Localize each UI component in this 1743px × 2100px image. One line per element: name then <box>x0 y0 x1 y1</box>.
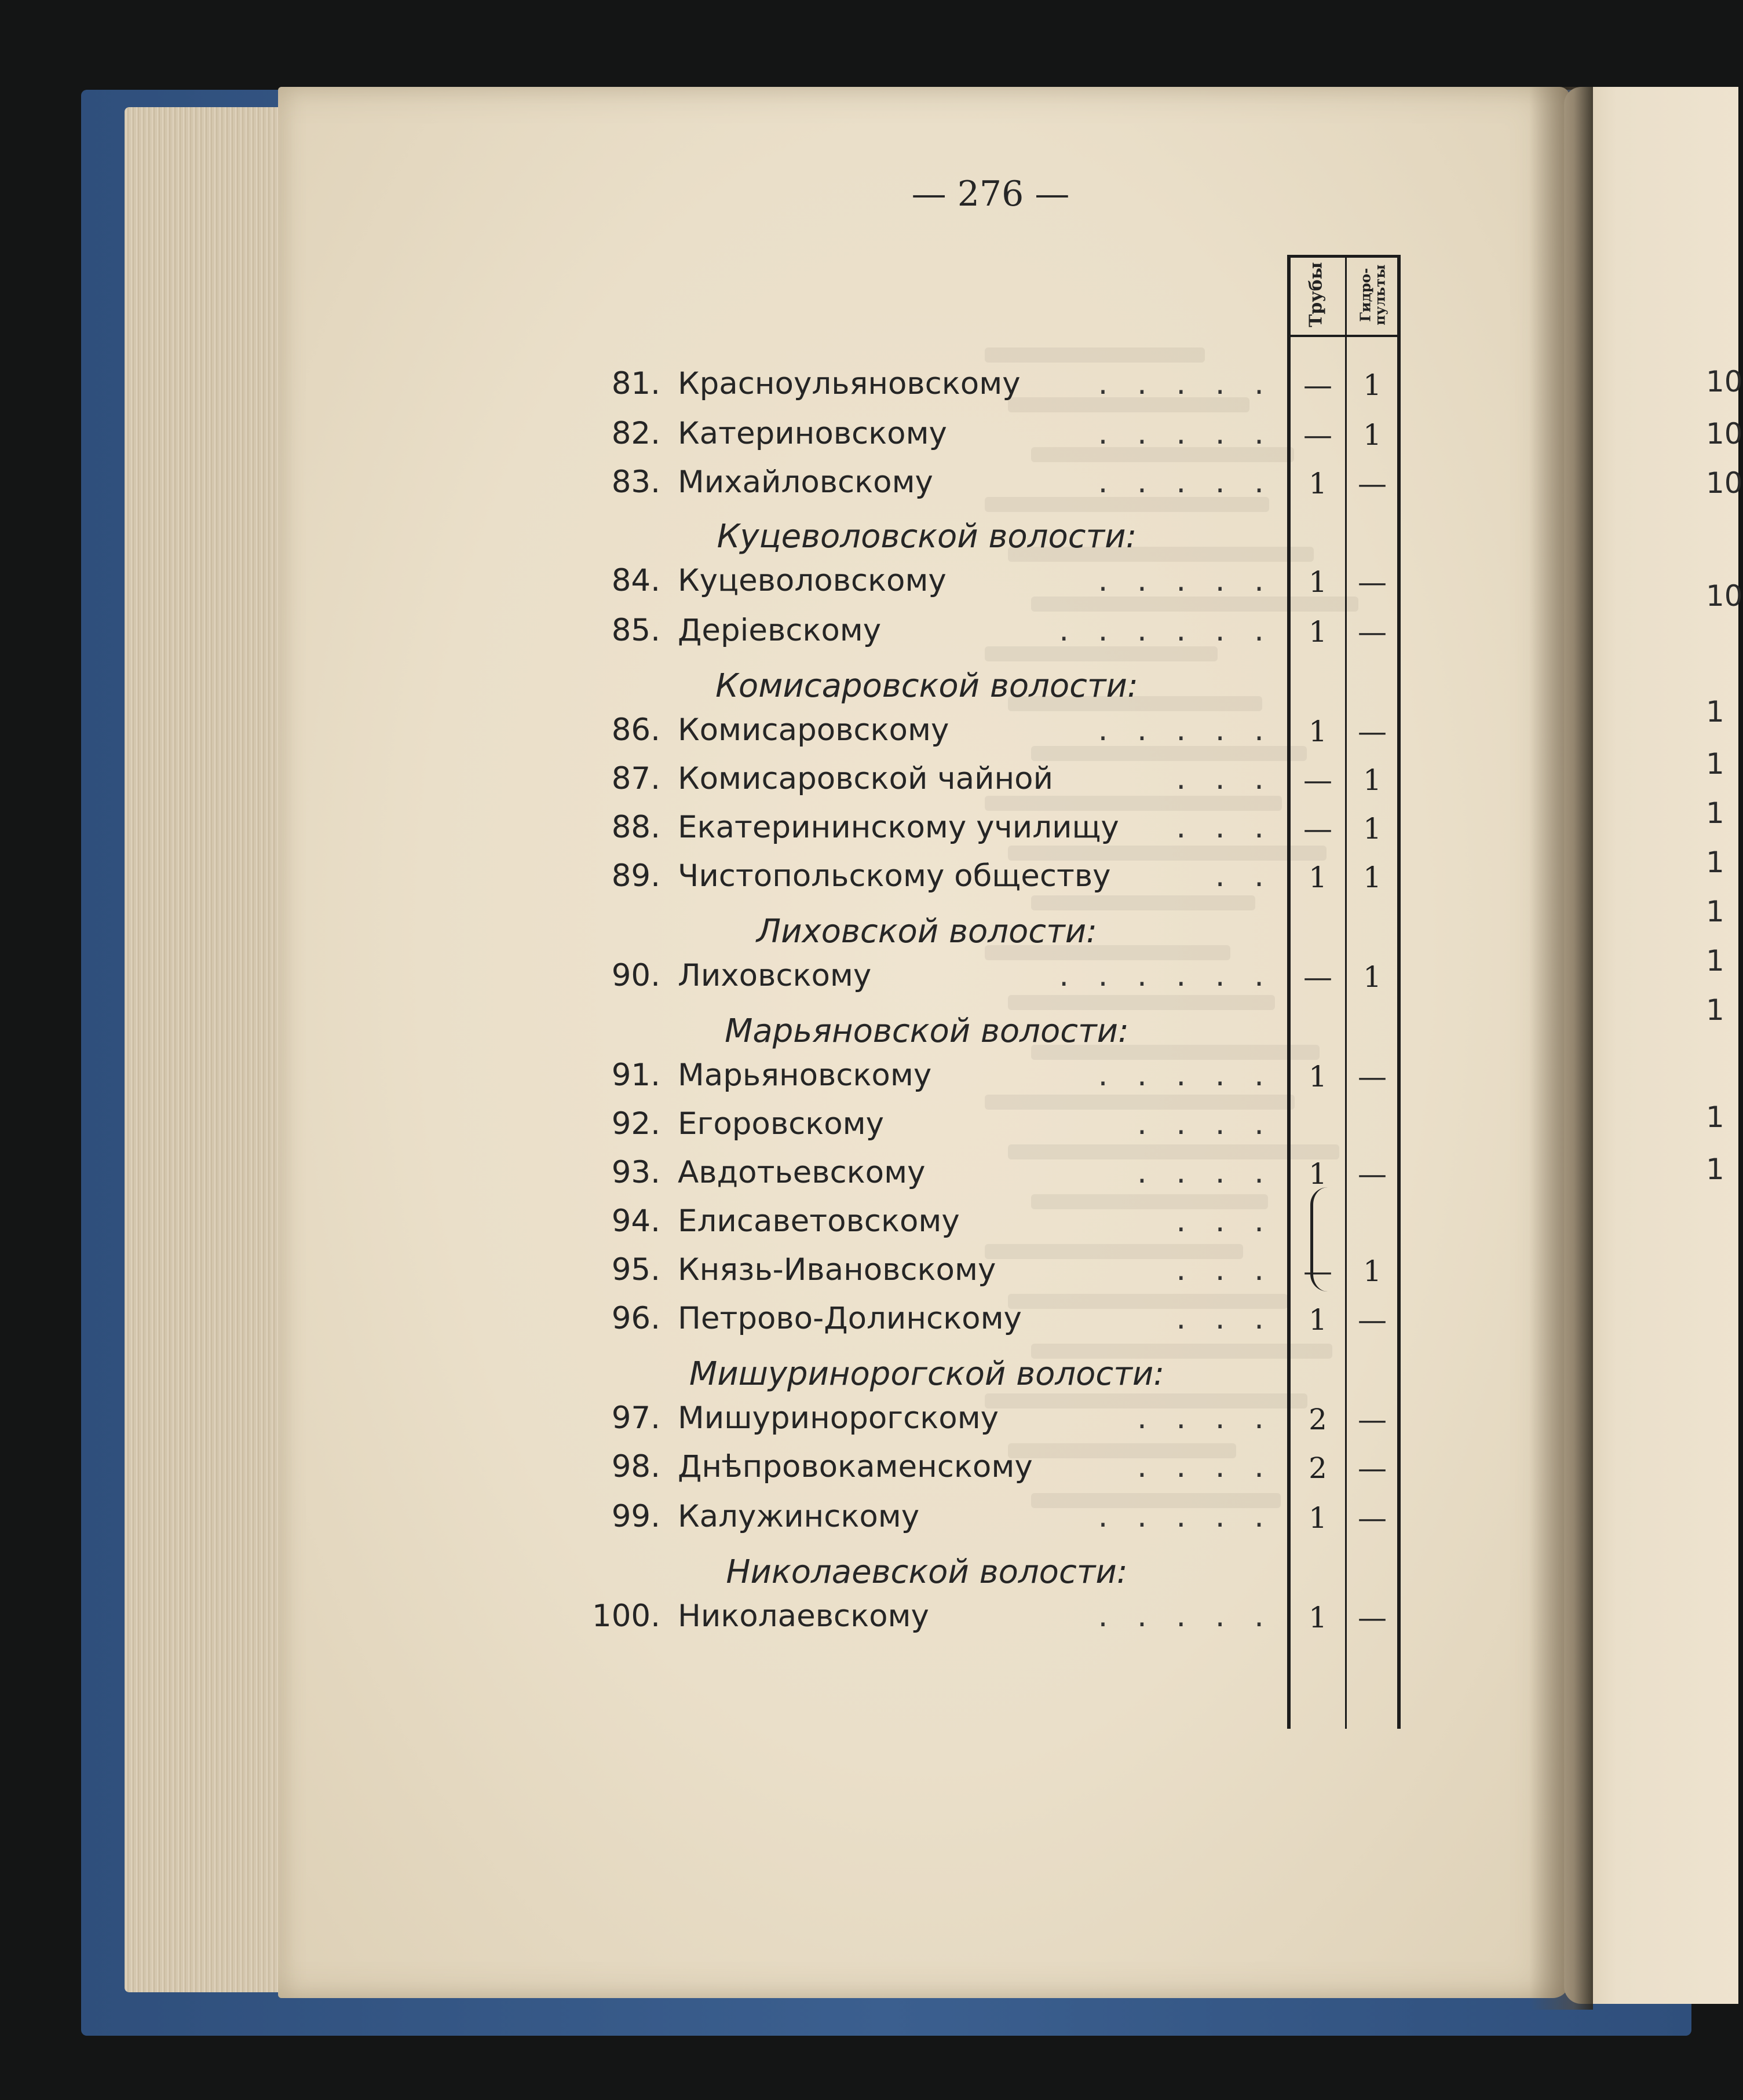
leader-dots: . . <box>1215 858 1264 894</box>
leader-dots: . . . . <box>1137 1449 1264 1484</box>
entry-name: Князь-Ивановскому <box>678 1252 996 1287</box>
entry-number: 90. <box>611 958 660 993</box>
leader-dots: . . . . . <box>1098 712 1264 748</box>
cell-hydrants: 1 <box>1363 861 1382 894</box>
entry-name: Екатерининскому училищу <box>678 810 1119 845</box>
cell-pipes: — <box>1303 763 1332 797</box>
cell-hydrants: — <box>1358 1303 1387 1337</box>
cell-hydrants: — <box>1358 467 1387 500</box>
show-through-line <box>1008 995 1275 1010</box>
entry-name: Днѣпровокаменскому <box>678 1449 1033 1484</box>
leader-dots: . . . <box>1176 761 1264 796</box>
section-heading: Марьяновской волости: <box>725 1012 1129 1050</box>
cell-hydrants: — <box>1358 1403 1387 1436</box>
leader-dots: . . . . . <box>1098 416 1264 451</box>
leader-dots: . . . <box>1176 1203 1264 1239</box>
right-page-number: 10 <box>1706 365 1743 398</box>
cell-pipes: 1 <box>1309 467 1327 500</box>
entry-name: Лиховскому <box>678 958 872 993</box>
section-heading: Николаевской волости: <box>726 1553 1128 1591</box>
leader-dots: . . . . <box>1137 1106 1264 1142</box>
cell-pipes: — <box>1303 812 1332 846</box>
cell-pipes: 1 <box>1309 615 1327 649</box>
entry-number: 83. <box>611 464 660 500</box>
table-header <box>1287 255 1401 335</box>
leader-dots: . . . . . . <box>1059 613 1264 648</box>
cell-hydrants: — <box>1358 715 1387 748</box>
entry-number: 81. <box>611 366 660 401</box>
right-page-number: 1 <box>1706 747 1724 781</box>
cell-pipes: — <box>1303 960 1332 994</box>
cell-pipes: 1 <box>1309 1303 1327 1337</box>
entry-number: 87. <box>611 761 660 796</box>
leader-dots: . . . <box>1176 1301 1264 1336</box>
leader-dots: . . . . <box>1137 1155 1264 1190</box>
leader-dots: . . . . . <box>1098 1058 1264 1093</box>
cell-hydrants: 1 <box>1363 960 1382 994</box>
cell-pipes: 2 <box>1309 1403 1327 1436</box>
right-page-number: 10 <box>1706 417 1743 451</box>
cell-hydrants: 1 <box>1363 368 1382 402</box>
entry-name: Комисаровской чайной <box>678 761 1054 796</box>
cell-pipes: 1 <box>1309 715 1327 748</box>
entry-number: 93. <box>611 1155 660 1190</box>
entry-name: Мишуринорогскому <box>678 1400 999 1436</box>
cell-hydrants: — <box>1358 565 1387 599</box>
cell-pipes: — <box>1303 1254 1332 1288</box>
cell-pipes: 1 <box>1309 1060 1327 1093</box>
leader-dots: . . . . <box>1137 1400 1264 1436</box>
entry-number: 88. <box>611 810 660 845</box>
right-page-number: 1 <box>1706 993 1724 1027</box>
table-header-rule <box>1287 335 1401 337</box>
entry-number: 85. <box>611 613 660 648</box>
table-top-rule <box>1287 255 1401 258</box>
entry-number: 92. <box>611 1106 660 1142</box>
cell-hydrants: 1 <box>1363 418 1382 452</box>
entry-number: 82. <box>611 416 660 451</box>
entry-name: Марьяновскому <box>678 1058 932 1093</box>
cell-hydrants: — <box>1358 1501 1387 1535</box>
page-block-edges <box>125 107 298 1992</box>
right-page-number: 1 <box>1706 944 1724 978</box>
cell-pipes: 2 <box>1309 1451 1327 1485</box>
entry-name: Куцеволовскому <box>678 563 947 598</box>
entry-name: Катериновскому <box>678 416 947 451</box>
right-page-number: 1 <box>1706 695 1724 729</box>
entry-number: 94. <box>611 1203 660 1239</box>
right-page-number: 10 <box>1706 579 1743 613</box>
cell-hydrants: 1 <box>1363 1254 1382 1288</box>
cell-hydrants: 1 <box>1363 763 1382 797</box>
entry-name: Чистопольскому обществу <box>678 858 1111 894</box>
show-through-line <box>985 347 1205 363</box>
column-header-hydrants-label: Гидро- пульты <box>1357 264 1389 325</box>
column-header-pipes <box>1287 255 1345 335</box>
cell-pipes: — <box>1303 418 1332 452</box>
cell-hydrants: — <box>1358 1060 1387 1093</box>
cell-hydrants: — <box>1358 615 1387 649</box>
entry-name: Петрово-Долинскому <box>678 1301 1022 1336</box>
right-page-number: 1 <box>1706 1153 1724 1186</box>
column-header-hydrants <box>1345 255 1401 335</box>
page-number: — 276 — <box>911 174 1070 214</box>
entry-number: 91. <box>611 1058 660 1093</box>
cell-pipes: 1 <box>1309 565 1327 599</box>
cell-pipes: 1 <box>1309 1501 1327 1535</box>
entry-number: 100. <box>591 1598 660 1634</box>
leader-dots: . . . <box>1176 810 1264 845</box>
section-heading: Лиховской волости: <box>757 913 1097 950</box>
section-heading: Мишуринорогской волости: <box>689 1355 1165 1393</box>
entry-name: Деріевскому <box>678 613 882 648</box>
leader-dots: . . . <box>1176 1252 1264 1287</box>
leader-dots: . . . . . <box>1098 1598 1264 1634</box>
right-page-number: 1 <box>1706 895 1724 928</box>
entry-number: 89. <box>611 858 660 894</box>
show-through-line <box>985 646 1218 661</box>
show-through-line <box>985 796 1282 811</box>
right-page-number: 1 <box>1706 846 1724 879</box>
cell-pipes: 1 <box>1309 1601 1327 1634</box>
entry-number: 86. <box>611 712 660 748</box>
entry-number: 96. <box>611 1301 660 1336</box>
entry-number: 99. <box>611 1499 660 1534</box>
show-through-line <box>1031 746 1307 761</box>
entry-name: Авдотьевскому <box>678 1155 926 1190</box>
entry-name: Елисаветовскому <box>678 1203 960 1239</box>
leader-dots: . . . . . <box>1098 464 1264 500</box>
cell-hydrants: — <box>1358 1601 1387 1634</box>
entry-number: 84. <box>611 563 660 598</box>
section-heading: Куцеволовской волости: <box>717 518 1137 555</box>
entry-number: 95. <box>611 1252 660 1287</box>
entry-name: Егоровскому <box>678 1106 884 1142</box>
cell-pipes: — <box>1303 368 1332 402</box>
entry-name: Калужинскому <box>678 1499 920 1534</box>
cell-pipes: 1 <box>1309 861 1327 894</box>
cell-hydrants: — <box>1358 1451 1387 1485</box>
entry-number: 98. <box>611 1449 660 1484</box>
column-header-pipes-label: Трубы <box>1306 262 1327 328</box>
right-page-number: 10 <box>1706 466 1743 500</box>
leader-dots: . . . . . <box>1098 1499 1264 1534</box>
right-page-number: 1 <box>1706 1100 1724 1134</box>
entry-name: Комисаровскому <box>678 712 949 748</box>
entry-number: 97. <box>611 1400 660 1436</box>
leader-dots: . . . . . <box>1098 366 1264 401</box>
cell-pipes: 1 <box>1309 1157 1327 1191</box>
entry-name: Николаевскому <box>678 1598 929 1634</box>
entry-name: Михайловскому <box>678 464 933 500</box>
leader-dots: . . . . . <box>1098 563 1264 598</box>
gutter-shadow <box>1529 87 1593 2010</box>
cell-hydrants: — <box>1358 1157 1387 1191</box>
show-through-line <box>1031 895 1255 910</box>
section-heading: Комисаровской волости: <box>715 667 1138 705</box>
entry-name: Красноульяновскому <box>678 366 1021 401</box>
leader-dots: . . . . . . <box>1059 958 1264 993</box>
right-page-number: 1 <box>1706 796 1724 830</box>
cell-hydrants: 1 <box>1363 812 1382 846</box>
